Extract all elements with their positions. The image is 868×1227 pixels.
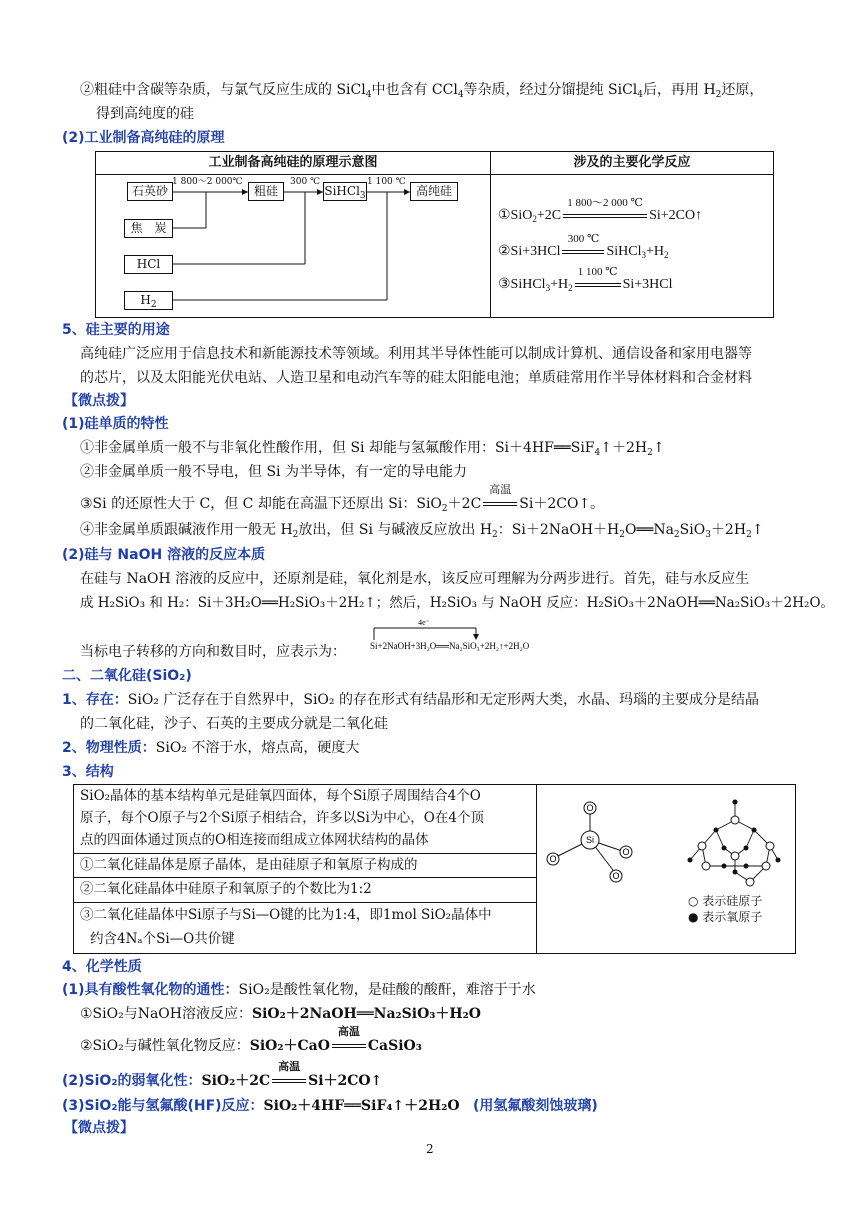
tip-label: 【微点拨】 <box>64 393 134 409</box>
si-prop-3: ③Si 的还原性大于 C，但 C 却能在高温下还原出 Si：SiO$_2$＋2C 高温 Si＋2CO↑。 <box>80 483 605 514</box>
electron-transfer-diagram <box>370 618 590 654</box>
heading-chem-props: 4、化学性质 <box>62 959 142 975</box>
crystal-network-diagram <box>680 790 790 900</box>
paragraph-crude-si-cont: 得到高纯度的硅 <box>96 106 194 122</box>
svg-text:O: O <box>549 854 557 864</box>
si-prop-1: ①非金属单质一般不与非氧化性酸作用，但 Si 却能与氢氟酸作用：$Si+4HF══SiF_4↑+2H_2↑$ <box>80 440 665 458</box>
naoh-line1: 在硅与 NaOH 溶液的反应中，还原剂是硅，氧化剂是水，该反应可理解为分两步进行。首先，硅与水反应生 <box>80 571 750 587</box>
sio2-exist-line1: 1、存在：SiO₂ 广泛存在于自然界中，SiO₂ 的存在形式有结晶形和无定形两大类，水晶、玛瑙的主要成分是结晶 <box>62 692 759 708</box>
reaction-2: ②Si+3HCl 300 ℃ $SiHCl_3+H_2$ <box>498 233 669 260</box>
flow-hcl: HCl <box>124 255 173 274</box>
acid-reaction-1: ①SiO₂与NaOH溶液反应：SiO₂＋2NaOH══Na₂SiO₃＋H₂O <box>80 1006 481 1022</box>
heading-principle: (2)工业制备高纯硅的原理 <box>62 130 225 146</box>
heading-naoh: (2)硅与 NaOH 溶液的反应本质 <box>62 547 266 563</box>
tetrahedron-diagram <box>540 790 640 890</box>
flow-quartz: 石英砂 <box>127 182 173 201</box>
hf-reaction: (3)SiO₂能与氢氟酸(HF)反应：SiO₂＋4HF══SiF₄↑＋2H₂O (用氢氟酸刻蚀玻璃) <box>62 1098 598 1114</box>
flow-coke: 焦 炭 <box>124 219 173 238</box>
acid-reaction-2: ②SiO₂与碱性氧化物反应：SiO₂＋CaO 高温 CaSiO₃ <box>80 1025 422 1054</box>
flow-cond3: 1 100 ℃ <box>367 177 406 187</box>
table2-r1a: SiO₂晶体的基本结构单元是硅氧四面体，每个Si原子周围结合4个O <box>80 788 481 804</box>
uses-line1: 高纯硅广泛应用于信息技术和新能源技术等领域。利用其半导体性能可以制成计算机、通信设备和家用电器等 <box>80 346 752 362</box>
heading-structure: 3、结构 <box>62 764 114 780</box>
si-prop-4: ④非金属单质跟碱液作用一般无 $H_2$放出，但 Si 与碱液反应放出 $H_2$：$Si+2NaOH+H_2O══Na_2SiO_3+2H_2↑$ <box>80 522 764 540</box>
flow-sihcl3: SiHCl$_3$ <box>324 184 366 201</box>
svg-text:O: O <box>586 803 594 813</box>
flow-pure-si: 高纯硅 <box>410 182 458 201</box>
naoh-line3: 当标电子转移的方向和数目时，应表示为： <box>80 644 346 660</box>
weak-oxidation: (2)SiO₂的弱氧化性：SiO₂＋2C 高温 Si＋2CO↑ <box>62 1060 383 1089</box>
table2-r1b: 原子，每个O原子与2个Si原子相结合，许多以Si为中心，O在4个顶 <box>80 810 484 826</box>
acid-oxide: (1)具有酸性氧化物的通性：SiO₂是酸性氧化物，是硅酸的酸酐，难溶于于水 <box>62 982 536 998</box>
naoh-line2: 成 H₂SiO₃ 和 H₂：Si＋3H₂O══H₂SiO₃＋2H₂↑；然后，H₂SiO₃ 与 NaOH 反应：H₂SiO₃＋2NaOH══Na₂SiO₃＋2H₂O。 <box>80 595 835 611</box>
sio2-physical: 2、物理性质：SiO₂ 不溶于水，熔点高，硬度大 <box>62 740 360 756</box>
uses-line2: 的芯片，以及太阳能光伏电站、人造卫星和电动汽车等的硅太阳能电池；单质硅常用作半导体材料和合金材料 <box>80 370 752 386</box>
heading-sio2: 二、二氧化硅(SiO₂) <box>62 668 192 684</box>
svg-text:O: O <box>612 871 620 881</box>
reaction-3: $③SiHCl_3+H_2$ 1 100 ℃ Si+3HCl <box>498 266 673 293</box>
legend-o: ● 表示氧原子 <box>688 910 763 924</box>
reaction-1: ①SiO$_2$+2C 1 800～2 000 ℃ Si+2CO↑ <box>498 197 703 224</box>
table1-head-left: 工业制备高纯硅的原理示意图 <box>95 151 491 175</box>
legend-si: ○ 表示硅原子 <box>688 894 763 908</box>
sio2-exist-line2: 的二氧化硅，沙子、石英的主要成分就是二氧化硅 <box>80 716 388 732</box>
flow-h2: $H_2$ <box>124 291 173 310</box>
table2-r1c: 点的四面体通过顶点的O相连接而组成立体网状结构的晶体 <box>80 832 429 848</box>
heading-uses: 5、硅主要的用途 <box>62 322 170 338</box>
table1-head-right: 涉及的主要化学反应 <box>490 151 774 175</box>
table2-r4b: 约含4Nₐ个Si—O共价键 <box>90 931 235 947</box>
tip-label-2: 【微点拨】 <box>64 1120 134 1136</box>
si-prop-2: ②非金属单质一般不导电，但 Si 为半导体，有一定的导电能力 <box>80 464 467 480</box>
flow-cond2: 300 ℃ <box>290 177 321 187</box>
svg-text:O: O <box>622 847 630 857</box>
table2-r3: ②二氧化硅晶体中硅原子和氧原子的个数比为1:2 <box>80 881 372 897</box>
paragraph-crude-si: ②粗硅中含碳等杂质，与氯气反应生成的 SiCl$_4$中也含有 CCl$_4$等杂质，经过分馏提纯 SiCl$_4$后，再用 $H_2$还原， <box>80 82 764 100</box>
flow-cond1: 1 800～2 000℃ <box>172 177 243 187</box>
page-number: 2 <box>426 1142 434 1156</box>
heading-si-props: (1)硅单质的特性 <box>62 416 169 432</box>
svg-text:Si: Si <box>585 835 595 845</box>
electron-count: 4e⁻ <box>418 618 430 627</box>
electron-equation: Si+2NaOH+3H₂O══Na₂SiO₃+2H₂↑+2H₂O <box>370 641 530 651</box>
table2-r4a: ③二氧化硅晶体中Si原子与Si—O键的比为1:4，即1mol SiO₂晶体中 <box>80 907 492 923</box>
flow-crude-si: 粗硅 <box>248 182 284 201</box>
table2-r2: ①二氧化硅晶体是原子晶体，是由硅原子和氧原子构成的 <box>80 857 418 873</box>
